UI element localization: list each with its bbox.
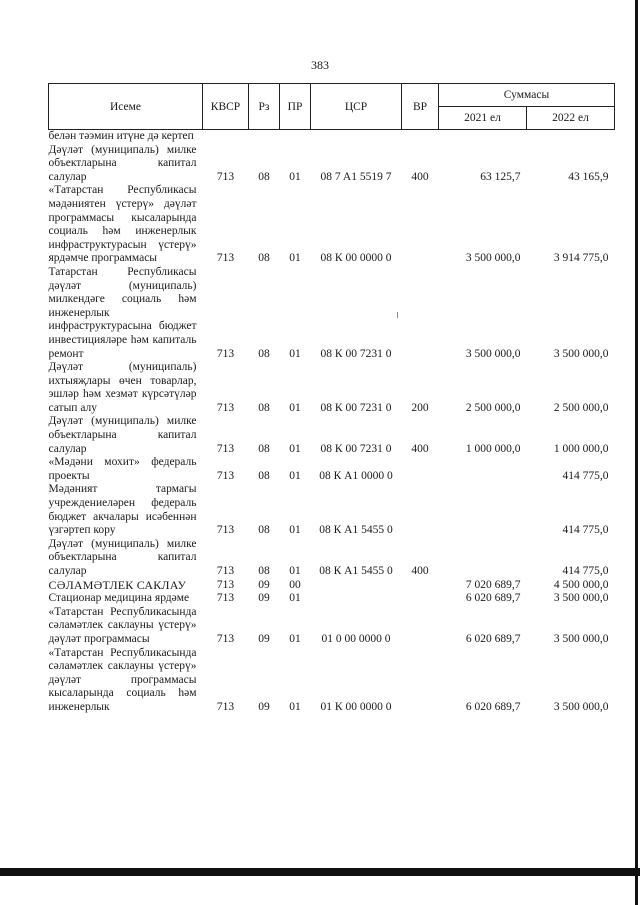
scan-speck bbox=[397, 312, 398, 318]
row-pr: 01 bbox=[289, 632, 301, 645]
table-row bbox=[49, 647, 615, 715]
table-row bbox=[49, 483, 615, 537]
row-pr bbox=[280, 130, 311, 144]
row-csr bbox=[311, 130, 402, 144]
row-sum-2022: 3 914 775,0 bbox=[553, 252, 609, 265]
row-vr bbox=[402, 592, 439, 606]
row-name: Дәүләт (муниципаль) милке объектларына капитал салулар bbox=[48, 537, 197, 577]
row-sum-2021: 6 020 689,7 bbox=[465, 700, 521, 713]
row-name: Татарстан Республикасы дәүләт (муниципаль) милкендәге социаль һәм инженерлык инфраструктурасына бюджет инвестицияләре һәм капиталь ремонт bbox=[48, 265, 197, 360]
row-sum-2021 bbox=[439, 456, 527, 483]
row-name: Дәүләт (муниципаль) милке объектларына капитал салулар bbox=[48, 143, 197, 183]
header-csr: ЦСР bbox=[311, 84, 402, 130]
row-rz: 08 bbox=[258, 442, 270, 455]
table-row bbox=[49, 415, 615, 456]
row-sum-2022: 1 000 000,0 bbox=[553, 442, 609, 455]
row-csr: 01 К 00 0000 0 bbox=[320, 700, 392, 713]
row-csr: 08 К 00 7231 0 bbox=[320, 442, 392, 455]
row-vr bbox=[402, 266, 439, 361]
row-name: белән тәэмин итүне дә кертеп bbox=[48, 130, 194, 142]
row-rz: 08 bbox=[258, 469, 270, 482]
row-vr bbox=[402, 483, 439, 537]
row-kvsr: 713 bbox=[216, 632, 235, 645]
row-pr: 01 bbox=[289, 252, 301, 265]
row-sum-2021: 2 500 000,0 bbox=[465, 401, 521, 414]
row-kvsr: 713 bbox=[216, 578, 235, 591]
row-sum-2022: 414 775,0 bbox=[562, 565, 609, 577]
row-name: «Татарстан Республикасында сәламәтлек саклауны үстерү» дәүләт программасы bbox=[48, 605, 197, 645]
row-sum-2021: 63 125,7 bbox=[480, 170, 521, 183]
row-sum-2022: 414 775,0 bbox=[562, 469, 609, 482]
table-row bbox=[49, 456, 615, 483]
row-sum-2022: 2 500 000,0 bbox=[553, 401, 609, 414]
row-sum-2022: 3 500 000,0 bbox=[553, 347, 609, 360]
row-sum-2021: 3 500 000,0 bbox=[465, 347, 521, 360]
budget-table bbox=[48, 83, 615, 715]
table-row bbox=[49, 606, 615, 647]
row-csr: 08 К 00 7231 0 bbox=[320, 401, 392, 414]
scan-edge-bottom bbox=[0, 868, 640, 876]
table-row bbox=[49, 592, 615, 606]
row-kvsr: 713 bbox=[216, 592, 235, 605]
row-sum-2022: 3 500 000,0 bbox=[553, 592, 609, 605]
header-year-2021: 2021 ел bbox=[439, 107, 527, 130]
row-kvsr bbox=[203, 130, 249, 144]
row-sum-2021: 1 000 000,0 bbox=[465, 442, 521, 455]
row-name: СӘЛАМӘТЛЕК САКЛАУ bbox=[48, 577, 187, 592]
table-row bbox=[49, 361, 615, 415]
table-row bbox=[49, 184, 615, 266]
scan-edge-right bbox=[635, 0, 638, 905]
row-kvsr: 713 bbox=[216, 469, 235, 482]
row-sum-2022: 43 165,9 bbox=[568, 170, 609, 183]
row-vr: 200 bbox=[411, 401, 429, 414]
header-year-2022: 2022 ел bbox=[527, 107, 615, 130]
header-name: Исеме bbox=[49, 84, 203, 130]
table-row bbox=[49, 579, 615, 593]
row-csr: 08 К 00 7231 0 bbox=[320, 347, 392, 360]
row-vr bbox=[402, 184, 439, 266]
row-pr: 01 bbox=[289, 442, 301, 455]
row-sum-2022: 414 775,0 bbox=[562, 524, 609, 537]
row-pr: 01 bbox=[289, 524, 301, 537]
header-pr: ПР bbox=[280, 84, 311, 130]
row-sum-2021 bbox=[439, 483, 527, 537]
row-pr: 01 bbox=[289, 170, 301, 183]
row-sum-2022: 3 500 000,0 bbox=[553, 700, 609, 713]
row-vr bbox=[402, 579, 439, 593]
row-csr: 08 К A1 5455 0 bbox=[319, 524, 393, 537]
row-pr: 01 bbox=[289, 700, 301, 713]
row-csr: 01 0 00 0000 0 bbox=[321, 632, 391, 645]
row-kvsr: 713 bbox=[216, 401, 235, 414]
row-vr bbox=[402, 130, 439, 144]
row-name: Дәүләт (муниципаль) милке объектларына капитал салулар bbox=[48, 415, 197, 455]
row-vr: 400 bbox=[411, 565, 429, 577]
row-vr bbox=[402, 456, 439, 483]
row-rz: 08 bbox=[258, 565, 270, 577]
row-kvsr: 713 bbox=[216, 524, 235, 537]
row-csr: 08 К A1 5455 0 bbox=[319, 565, 393, 577]
row-sum-2021: 6 020 689,7 bbox=[465, 632, 521, 645]
row-pr: 01 bbox=[289, 401, 301, 414]
row-kvsr: 713 bbox=[216, 170, 235, 183]
row-csr bbox=[311, 579, 402, 593]
table-row bbox=[49, 266, 615, 361]
row-name: Стационар медицина ярдәме bbox=[48, 592, 190, 605]
row-rz: 08 bbox=[258, 401, 270, 414]
row-rz: 09 bbox=[258, 578, 270, 591]
row-sum-2022: 3 500 000,0 bbox=[553, 632, 609, 645]
row-pr: 01 bbox=[289, 565, 301, 577]
header-rz: Рз bbox=[249, 84, 280, 130]
table-row bbox=[49, 144, 615, 185]
header-vr: ВР bbox=[402, 84, 439, 130]
row-sum-2021: 7 020 689,7 bbox=[465, 578, 521, 591]
row-sum-2022: 4 500 000,0 bbox=[553, 578, 609, 591]
row-name: Мәдәният тармагы учреждениеләрен федераль бюджет акчалары исәбеннән үзгәртеп кору bbox=[48, 483, 197, 537]
row-rz: 09 bbox=[258, 700, 270, 713]
row-pr: 00 bbox=[289, 578, 301, 591]
row-kvsr: 713 bbox=[216, 442, 235, 455]
row-rz: 08 bbox=[258, 170, 270, 183]
row-sum-2021: 6 020 689,7 bbox=[465, 592, 521, 605]
row-name: «Татарстан Республикасында сәламәтлек саклауны үстерү» дәүләт программасы кысаларында социаль һәм инженерлык bbox=[48, 646, 197, 713]
row-sum-2021 bbox=[439, 538, 527, 579]
row-rz: 09 bbox=[258, 632, 270, 645]
row-csr bbox=[311, 592, 402, 606]
row-sum-2021 bbox=[439, 130, 527, 144]
row-sum-2022 bbox=[527, 130, 615, 144]
row-name: «Татарстан Республикасы мәдәниятен үстерү» дәүләт программасы кысаларында социаль һәм инженерлык инфраструктурасын үстерү» ярдәмче программасы bbox=[48, 184, 197, 265]
header-sums: Суммасы bbox=[439, 84, 615, 107]
row-rz: 09 bbox=[258, 592, 270, 605]
row-kvsr: 713 bbox=[216, 347, 235, 360]
row-csr: 08 7 A1 5519 7 bbox=[320, 170, 392, 183]
row-name: Дәүләт (муниципаль) ихтыяҗлары өчен товарлар, эшләр һәм хезмәт күрсәтүләр сатып алу bbox=[48, 361, 197, 414]
row-kvsr: 713 bbox=[216, 565, 235, 577]
row-rz: 08 bbox=[258, 524, 270, 537]
row-name: «Мәдәни мохит» федераль проекты bbox=[48, 456, 197, 482]
row-csr: 08 К 00 0000 0 bbox=[320, 252, 392, 265]
row-rz: 08 bbox=[258, 252, 270, 265]
table-row bbox=[49, 538, 615, 579]
row-kvsr: 713 bbox=[216, 252, 235, 265]
row-rz bbox=[249, 130, 280, 144]
row-vr: 400 bbox=[411, 170, 429, 183]
row-vr bbox=[402, 606, 439, 647]
table-body bbox=[49, 130, 615, 715]
row-pr: 01 bbox=[289, 347, 301, 360]
row-vr: 400 bbox=[411, 442, 429, 455]
table-row bbox=[49, 130, 615, 144]
row-rz: 08 bbox=[258, 347, 270, 360]
row-csr: 08 К A1 0000 0 bbox=[319, 469, 393, 482]
table-header bbox=[49, 84, 615, 130]
page-number: 383 bbox=[311, 58, 329, 72]
header-kvsr: КВСР bbox=[203, 84, 249, 130]
row-kvsr: 713 bbox=[216, 700, 235, 713]
row-pr: 01 bbox=[289, 592, 301, 605]
row-sum-2021: 3 500 000,0 bbox=[465, 252, 521, 265]
row-pr: 01 bbox=[289, 469, 301, 482]
row-vr bbox=[402, 647, 439, 715]
